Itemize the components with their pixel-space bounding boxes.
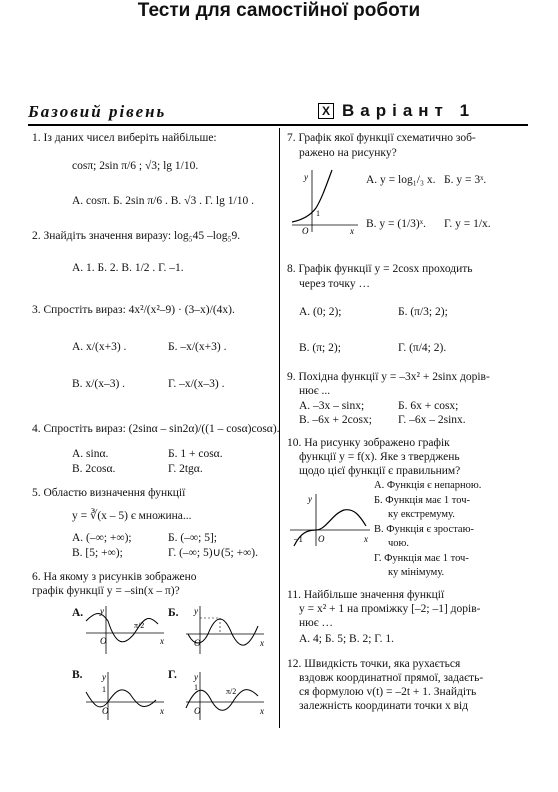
q6-graph-b [186,606,266,656]
svg-text:x: x [260,638,264,648]
q10-c2: чою. [388,538,409,549]
svg-text:y: y [308,494,312,504]
variant-label: Варіант 1 [342,101,476,120]
q10-graph [290,494,372,549]
svg-text:x: x [364,534,368,544]
q7-d: Г. y = 1/x. [444,218,491,230]
q8-line1: 8. Графік функції y = 2cosx проходить [287,263,473,275]
q7-c: В. y = (1/3)ˣ. [366,218,426,230]
svg-text:π/2: π/2 [134,621,145,630]
q12-line3: ся формулою v(t) = –2t + 1. Знайдіть [299,686,477,698]
q5-d: Г. (–∞; 5)∪(5; +∞). [168,547,258,559]
q10-line1: 10. На рисунку зображено графік [287,437,450,449]
q8-a: А. (0; 2); [299,306,342,318]
svg-text:–1: –1 [294,534,303,544]
svg-text:x: x [260,706,264,716]
q1-answers: А. cosπ. Б. 2sin π/6 . В. √3 . Г. lg 1/10 . [72,195,254,207]
q11-line2: y = x² + 1 на проміжку [–2; –1] дорів- [299,603,481,615]
q9-line1: 9. Похідна функції y = –3x² + 2sinx дорів- [287,371,490,383]
q4-text: 4. Спростіть вираз: (2sinα – sin2α)/((1 – cosα)cosα). [32,423,280,435]
q1-values: cosπ; 2sin π/6 ; √3; lg 1/10. [72,160,199,172]
q7-a: А. y = log₁/₃ x. [366,174,436,186]
q5-line2: y = ∛(x – 5) є множина... [72,510,192,522]
svg-text:y: y [304,172,308,182]
svg-text:x: x [160,706,164,716]
q7-b: Б. y = 3ˣ. [444,174,487,186]
svg-text:π/2: π/2 [226,687,237,696]
q5-a: А. (–∞; +∞); [72,532,132,544]
q5-line1: 5. Областю визначення функції [32,487,186,499]
q6-label-b: Б. [168,607,179,619]
checkbox-mark: X [318,103,334,119]
svg-text:1: 1 [316,209,320,218]
q12-line2: вздовж координатної прямої, задаєть- [299,672,484,684]
q10-line2: функції y = f(x). Яке з тверджень [299,451,460,463]
q11-answers: А. 4; Б. 5; В. 2; Г. 1. [299,633,395,645]
q10-d1: Г. Функція має 1 точ- [374,553,469,564]
page-title: Тести для самостійної роботи [137,0,421,21]
q10-d2: ку мінімуму. [388,567,445,578]
svg-text:x: x [350,226,354,236]
q9-a: А. –3x – sinx; [299,400,365,412]
svg-text:1: 1 [194,683,198,692]
q10-b2: ку екстремуму. [388,509,455,520]
q4-a: А. sinα. [72,448,109,460]
q4-b: Б. 1 + cosα. [168,448,223,460]
q10-a: А. Функція є непарною. [374,480,482,491]
q6-graph-c [86,672,166,722]
q7-line2: ражено на рисунку? [299,147,397,159]
q3-text: 3. Спростіть вираз: 4x²/(x²–9) · (3–x)/(4x). [32,304,235,316]
q6-label-d: Г. [168,669,177,681]
q6-graph-d [186,672,266,722]
q3-a: А. x/(x+3) . [72,341,127,353]
q6-graph-a [86,606,166,656]
q8-c: В. (π; 2); [299,342,341,354]
svg-text:O: O [194,638,201,648]
q12-line1: 12. Швидкість точки, яка рухається [287,658,461,670]
q9-d: Г. –6x – 2sinx. [398,414,466,426]
q5-c: В. [5; +∞); [72,547,123,559]
q4-c: В. 2cosα. [72,463,116,475]
q9-b: Б. 6x + cosx; [398,400,459,412]
svg-text:O: O [194,706,201,716]
q3-b: Б. –x/(x+3) . [168,341,227,353]
q4-d: Г. 2tgα. [168,463,203,475]
header-rule [28,124,528,126]
q9-line2: нює ... [299,385,331,397]
svg-text:x: x [160,636,164,646]
level-label: Базовий рівень [28,102,167,121]
q8-b: Б. (π/3; 2); [398,306,448,318]
svg-text:O: O [318,534,325,544]
svg-text:1: 1 [102,685,106,694]
svg-text:O: O [100,636,107,646]
q12-line4: залежність координати точки x від [299,700,469,712]
q6-label-a: А. [72,607,84,619]
svg-text:O: O [102,706,109,716]
q7-graph [292,170,362,235]
q3-d: Г. –x/(x–3) . [168,378,225,390]
q3-c: В. x/(x–3) . [72,378,126,390]
q11-line3: нює … [299,617,334,629]
q11-line1: 11. Найбільше значення функції [287,589,445,601]
q8-d: Г. (π/4; 2). [398,342,447,354]
q8-line2: через точку … [299,278,370,290]
q7-line1: 7. Графік якої функції схематично зоб- [287,132,476,144]
q6-line2: графік функції y = –sin(x – π)? [32,585,180,597]
q6-label-c: В. [72,669,83,681]
q5-b: Б. (–∞; 5]; [168,532,217,544]
svg-text:O: O [302,226,309,236]
q6-line1: 6. На якому з рисунків зображено [32,571,197,583]
q9-c: В. –6x + 2cosx; [299,414,372,426]
svg-text:y: y [194,672,198,682]
q1-text: 1. Із даних чисел виберіть найбільше: [32,132,217,144]
q10-line3: щодо цієї функції є правильним? [299,465,461,477]
svg-text:y: y [100,606,104,616]
q10-c1: В. Функція є зростаю- [374,524,474,535]
q2-answers: А. 1. Б. 2. В. 1/2 . Г. –1. [72,262,184,274]
q10-b1: Б. Функція має 1 точ- [374,495,470,506]
svg-text:y: y [102,672,106,682]
q2-text: 2. Знайдіть значення виразу: log₅45 –log₅9. [32,230,241,242]
svg-text:y: y [194,606,198,616]
